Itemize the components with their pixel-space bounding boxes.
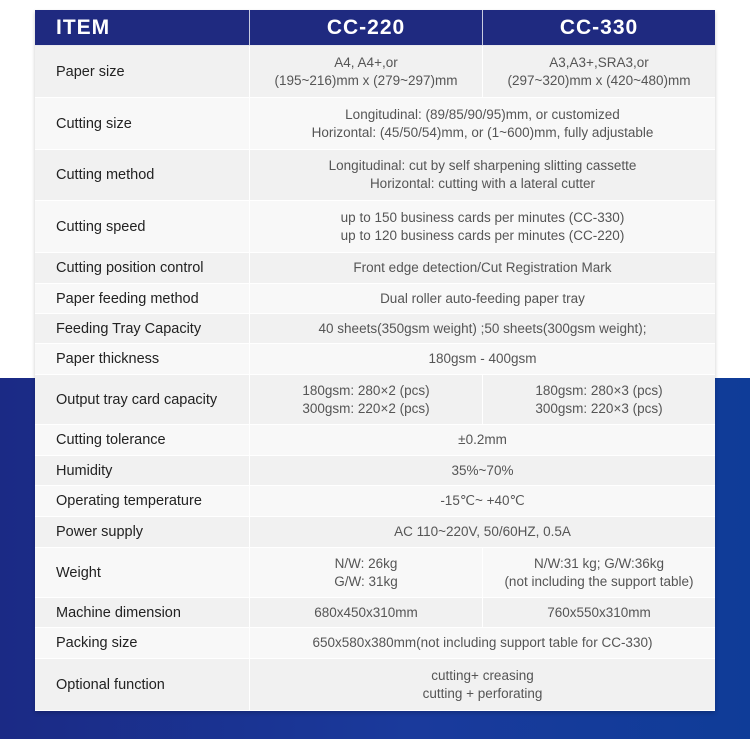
cell-text: 300gsm: 220×2 (pcs) xyxy=(302,400,430,416)
row-label: Operating temperature xyxy=(35,486,250,516)
cell-text: 180gsm - 400gsm xyxy=(428,351,537,366)
row-label: Packing size xyxy=(35,628,250,658)
table-row xyxy=(35,375,715,425)
cell-text: N/W: 26kg xyxy=(334,555,398,571)
table-row xyxy=(35,548,715,598)
cell-text: Longitudinal: (89/85/90/95)mm, or customized xyxy=(345,106,620,122)
cell-text: Horizontal: (45/50/54)mm, or (1~600)mm, fully adjustable xyxy=(311,124,654,140)
row-label: Power supply xyxy=(35,517,250,547)
table-row xyxy=(35,425,715,456)
table-row xyxy=(35,456,715,486)
cell-text: up to 120 business cards per minutes (CC-220) xyxy=(340,227,625,243)
cell-text: Longitudinal: cut by self sharpening slitting cassette xyxy=(328,158,637,173)
row-label: Feeding Tray Capacity xyxy=(35,314,250,343)
row-label: Cutting speed xyxy=(35,201,250,252)
cell-text: Dual roller auto-feeding paper tray xyxy=(380,290,585,306)
value-model-b xyxy=(483,548,715,597)
value-both xyxy=(250,425,715,455)
row-label: Paper size xyxy=(35,46,250,97)
cell-text: AC 110~220V, 50/60HZ, 0.5A xyxy=(394,524,571,539)
cell-text: 180gsm: 280×2 (pcs) xyxy=(302,382,430,398)
table-row xyxy=(35,314,715,344)
cell-text: A3,A3+,SRA3,or xyxy=(549,54,649,70)
cell-text: 300gsm: 220×3 (pcs) xyxy=(535,400,663,416)
row-label: Output tray card capacity xyxy=(35,375,250,424)
cell-text: cutting+ creasing xyxy=(431,667,534,683)
table-row xyxy=(35,253,715,284)
table-row xyxy=(35,659,715,711)
table-row xyxy=(35,150,715,201)
value-both xyxy=(250,456,715,485)
value-model-a xyxy=(250,375,483,424)
value-model-a xyxy=(250,598,483,627)
table-row xyxy=(35,201,715,253)
cell-text: 180gsm: 280×3 (pcs) xyxy=(535,382,663,398)
value-both xyxy=(250,201,715,252)
cell-text: -15℃~ +40℃ xyxy=(440,493,525,508)
cell-text: Front edge detection/Cut Registration Mark xyxy=(353,260,612,275)
value-both xyxy=(250,314,715,343)
row-label: Humidity xyxy=(35,456,250,485)
table-row xyxy=(35,598,715,628)
row-label: Machine dimension xyxy=(35,598,250,627)
row-label: Cutting method xyxy=(35,150,250,200)
table-row xyxy=(35,98,715,150)
cell-text: G/W: 31kg xyxy=(334,573,398,589)
row-label: Paper feeding method xyxy=(35,284,250,313)
header-model-a: CC-220 xyxy=(250,10,483,45)
value-both xyxy=(250,628,715,658)
cell-text: (195~216)mm x (279~297)mm xyxy=(274,72,458,88)
spec-table xyxy=(35,10,715,711)
table-row xyxy=(35,284,715,314)
table-row xyxy=(35,486,715,517)
cell-text: (297~320)mm x (420~480)mm xyxy=(507,72,691,88)
header-item: ITEM xyxy=(35,10,250,45)
table-row xyxy=(35,628,715,659)
cell-text: cutting + perforating xyxy=(422,685,543,701)
value-both xyxy=(250,253,715,283)
header-model-b: CC-330 xyxy=(559,15,639,39)
value-model-b xyxy=(483,46,715,97)
cell-text: (not including the support table) xyxy=(504,573,694,589)
cell-text: 650x580x380mm(not including support table for CC-330) xyxy=(312,635,653,650)
cell-text: 40 sheets(350gsm weight) ;50 sheets(300gsm weight); xyxy=(318,320,647,336)
cell-text: 680x450x310mm xyxy=(314,604,418,620)
cell-text: 760x550x310mm xyxy=(547,604,651,620)
table-row xyxy=(35,46,715,98)
table-row xyxy=(35,344,715,375)
cell-text: Horizontal: cutting with a lateral cutter xyxy=(369,176,596,191)
value-both xyxy=(250,344,715,374)
value-both xyxy=(250,150,715,200)
value-model-a xyxy=(250,548,483,597)
value-both xyxy=(250,659,715,710)
cell-text: up to 150 business cards per minutes (CC-330) xyxy=(340,209,625,225)
row-label: Cutting tolerance xyxy=(35,425,250,455)
cell-text: ±0.2mm xyxy=(458,432,507,447)
row-label: Cutting position control xyxy=(35,253,250,283)
cell-text: N/W:31 kg; G/W:36kg xyxy=(533,555,665,571)
row-label: Cutting size xyxy=(35,98,250,149)
table-header xyxy=(35,10,715,46)
value-model-a xyxy=(250,46,483,97)
value-both xyxy=(250,98,715,149)
cell-text: A4, A4+,or xyxy=(334,54,398,70)
row-label: Weight xyxy=(35,548,250,597)
table-row xyxy=(35,517,715,548)
value-both xyxy=(250,486,715,516)
value-model-b xyxy=(483,375,715,424)
row-label: Paper thickness xyxy=(35,344,250,374)
cell-text: 35%~70% xyxy=(451,462,514,478)
row-label: Optional function xyxy=(35,659,250,710)
value-both xyxy=(250,517,715,547)
value-both xyxy=(250,284,715,313)
value-model-b xyxy=(483,598,715,627)
